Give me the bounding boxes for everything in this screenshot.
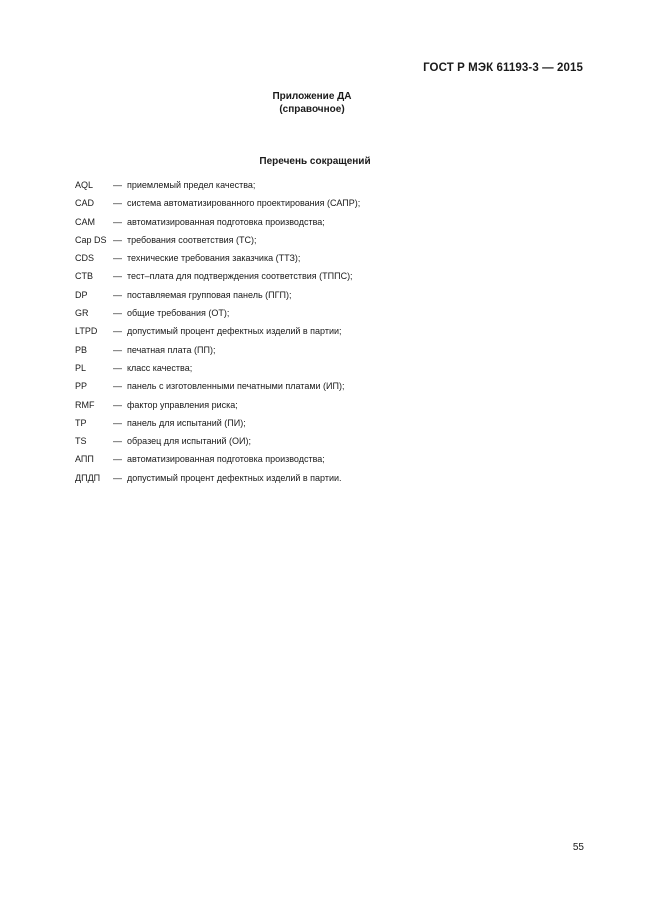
- abbreviation-row: [75, 345, 360, 363]
- abbreviation-term: RMF: [75, 399, 95, 410]
- abbreviation-row: [75, 418, 360, 436]
- annex-heading: [0, 90, 624, 116]
- abbreviation-definition: технические требования заказчика (ТТЗ);: [127, 253, 301, 264]
- abbreviation-row: [75, 217, 360, 235]
- annex-subtitle: (справочное): [279, 104, 345, 115]
- abbreviation-term: CTB: [75, 271, 93, 282]
- abbreviation-definition: образец для испытаний (ОИ);: [127, 436, 252, 447]
- abbreviation-row: [75, 326, 360, 344]
- abbreviation-dash: —: [113, 454, 122, 465]
- abbreviation-definition: печатная плата (ПП);: [127, 344, 216, 355]
- abbreviation-term: CAM: [75, 216, 95, 227]
- abbreviation-row: [75, 271, 360, 289]
- abbreviation-term: GR: [75, 308, 89, 319]
- abbreviation-definition: фактор управления риска;: [127, 399, 238, 410]
- abbreviation-row: [75, 253, 360, 271]
- abbreviation-term: АПП: [75, 454, 94, 465]
- abbreviation-dash: —: [113, 381, 122, 392]
- abbreviation-definition: приемлемый предел качества;: [127, 180, 256, 190]
- abbreviation-definition: общие требования (ОТ);: [127, 308, 230, 319]
- abbreviation-dash: —: [113, 198, 122, 209]
- page-number: 55: [572, 842, 584, 853]
- abbreviation-dash: —: [113, 234, 122, 245]
- abbreviations-list-title: Перечень сокращений: [259, 156, 371, 167]
- abbreviation-row: [75, 308, 360, 326]
- abbreviation-definition: панель для испытаний (ПИ);: [127, 417, 246, 428]
- abbreviation-term: ДПДП: [75, 472, 101, 483]
- abbreviation-row: [75, 400, 360, 418]
- abbreviation-definition: тест–плата для подтверждения соответствия (ТППС);: [127, 271, 353, 282]
- abbreviation-dash: —: [113, 362, 122, 373]
- abbreviation-term: TP: [75, 417, 87, 428]
- abbreviation-dash: —: [113, 417, 122, 428]
- abbreviation-row: [75, 454, 360, 472]
- abbreviation-definition: автоматизированная подготовка производства;: [127, 454, 325, 465]
- abbreviation-term: LTPD: [75, 326, 98, 337]
- abbreviation-row: [75, 290, 360, 308]
- abbreviation-definition: требования соответствия (ТС);: [127, 234, 257, 245]
- abbreviation-term: TS: [75, 436, 87, 447]
- abbreviation-definition: допустимый процент дефектных изделий в партии.: [127, 472, 342, 483]
- abbreviation-row: [75, 473, 360, 491]
- abbreviation-dash: —: [113, 216, 122, 227]
- abbreviation-definition: допустимый процент дефектных изделий в партии;: [127, 326, 342, 337]
- abbreviation-dash: —: [113, 344, 122, 355]
- abbreviation-row: [75, 198, 360, 216]
- abbreviation-term: PL: [75, 362, 87, 373]
- abbreviation-definition: панель с изготовленными печатными платами (ИП);: [127, 381, 345, 392]
- abbreviation-dash: —: [113, 271, 122, 282]
- abbreviation-row: [75, 381, 360, 399]
- abbreviation-definition: поставляемая групповая панель (ПГП);: [127, 289, 292, 300]
- abbreviation-term: CAD: [75, 198, 95, 209]
- abbreviation-row: [75, 180, 360, 198]
- abbreviation-dash: —: [113, 399, 122, 410]
- abbreviation-dash: —: [113, 308, 122, 319]
- abbreviation-dash: —: [113, 472, 122, 483]
- annex-title: Приложение ДА: [272, 91, 352, 102]
- abbreviation-definition: класс качества;: [127, 362, 193, 373]
- abbreviation-definition: система автоматизированного проектирования (САПР);: [127, 198, 361, 209]
- abbreviation-row: [75, 436, 360, 454]
- abbreviation-row: [75, 235, 360, 253]
- abbreviation-term: PB: [75, 344, 88, 355]
- abbreviation-term: DP: [75, 289, 88, 300]
- abbreviation-term: AQL: [75, 180, 94, 190]
- abbreviation-dash: —: [113, 253, 122, 264]
- abbreviations-list: [75, 180, 360, 491]
- abbreviation-dash: —: [113, 180, 122, 190]
- abbreviation-definition: автоматизированная подготовка производства;: [127, 216, 325, 227]
- abbreviation-term: CDS: [75, 253, 95, 264]
- abbreviation-row: [75, 363, 360, 381]
- abbreviation-term: PP: [75, 381, 88, 392]
- abbreviation-dash: —: [113, 436, 122, 447]
- document-code: ГОСТ Р МЭК 61193-3 — 2015: [423, 62, 583, 74]
- abbreviation-dash: —: [113, 289, 122, 300]
- abbreviation-term: Cap DS: [75, 234, 107, 245]
- abbreviation-dash: —: [113, 326, 122, 337]
